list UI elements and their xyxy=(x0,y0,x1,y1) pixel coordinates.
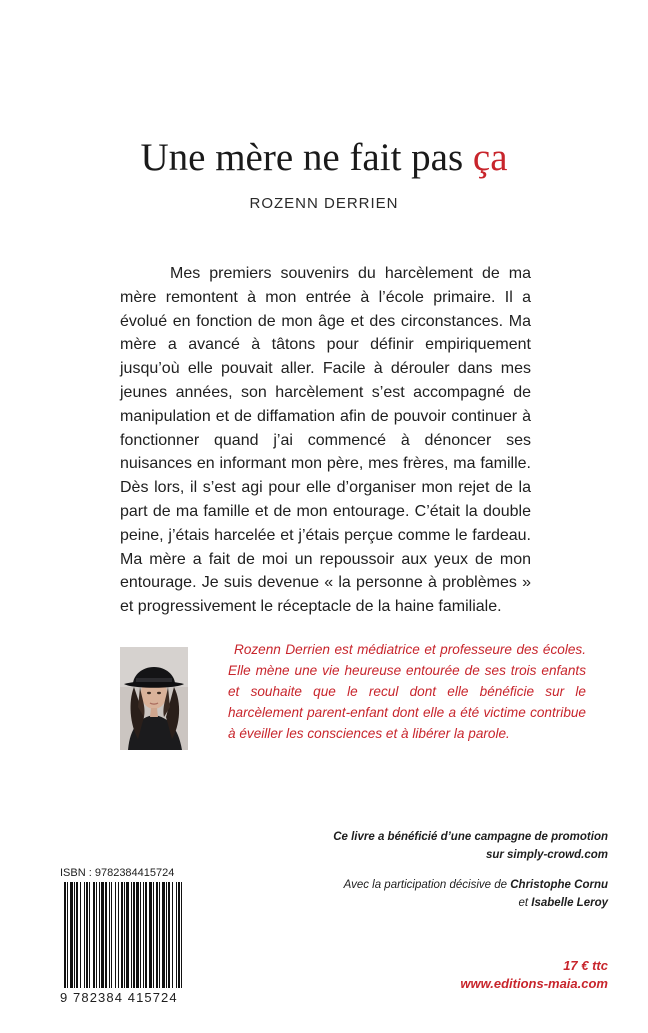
barcode-bar xyxy=(105,882,107,988)
barcode-bar xyxy=(136,882,139,988)
promo-name-1: Christophe Cornu xyxy=(510,879,608,891)
barcode-bar xyxy=(86,882,88,988)
isbn-label: ISBN : 9782384415724 xyxy=(60,867,175,879)
barcode-bar xyxy=(67,882,68,988)
barcode-bar xyxy=(70,882,73,988)
barcode-bars xyxy=(60,882,186,992)
barcode xyxy=(60,882,186,992)
promo-line-4 xyxy=(278,894,608,912)
barcode-bar xyxy=(156,882,158,988)
barcode-bar xyxy=(124,882,125,988)
barcode-bar xyxy=(64,882,66,988)
promo-line-1: Ce livre a bénéficié d’une campagne de promotion xyxy=(333,831,608,843)
barcode-bar xyxy=(181,882,182,988)
promotion-credits xyxy=(278,828,608,912)
barcode-bar xyxy=(111,882,112,988)
author-photo xyxy=(120,647,188,750)
author-name: ROZENN DERRIEN xyxy=(249,195,399,212)
barcode-bar xyxy=(166,882,167,988)
author-bio: Rozenn Derrien est médiatrice et professeure des écoles. Elle mène une vie heureuse entourée de ses trois enfants et souhaite que le recul dont elle bénéficie sur le harcèlement parent-enfant dont elle a été victime contribue à éveiller les consciences et à libérer la parole. xyxy=(228,642,586,741)
synopsis-text: Mes premiers souvenirs du harcèlement de ma mère remontent à mon entrée à l’école primaire. Il a évolué en fonction de mon âge et des circonstances. Ma mère a avancé à tâtons pour définir empiriquement jusqu’où elle pouvait aller. Facile à dérouler dans mes jeunes années, son harcèlement s’est accompagné de manipulation et de diffamation afin de pouvoir continuer à fonctionner quand j’ai commencé à dénoncer ses nuisances en informant mon père, mes frères, ma famille. Dès lors, il s’est agi pour elle d’organiser mon rejet de la part de ma famille et de mon entourage. C’était la double peine, j’étais harcelée et j’étais perçue comme le fardeau. Ma mère a fait de moi un repoussoir aux yeux de mon entourage. Je suis devenue « la personne à problèmes » et progressivement le réceptacle de la haine familiale. xyxy=(120,265,531,616)
barcode-bar xyxy=(145,882,147,988)
barcode-bar xyxy=(159,882,160,988)
barcode-bar xyxy=(99,882,100,988)
promo-spacer xyxy=(278,864,608,876)
barcode-bar xyxy=(74,882,75,988)
barcode-bar xyxy=(143,882,144,988)
barcode-bar xyxy=(76,882,78,988)
barcode-bar xyxy=(162,882,165,988)
publisher-website[interactable]: www.editions-maia.com xyxy=(460,976,608,991)
barcode-bar xyxy=(101,882,104,988)
barcode-bar xyxy=(168,882,170,988)
barcode-digits: 9 782384 415724 xyxy=(60,990,178,1005)
barcode-bar xyxy=(178,882,180,988)
promo-line-3-prefix: Avec la participation décisive de xyxy=(343,879,511,891)
promo-line-2: sur simply-crowd.com xyxy=(485,849,608,861)
barcode-bar xyxy=(131,882,132,988)
barcode-bar xyxy=(172,882,173,988)
barcode-bar xyxy=(126,882,129,988)
promo-line-3 xyxy=(278,876,608,894)
title-main: Une mère ne fait pas xyxy=(140,136,473,179)
title-accent: ça xyxy=(472,136,508,179)
barcode-bar xyxy=(153,882,154,988)
barcode-bar xyxy=(176,882,177,988)
book-title xyxy=(0,138,648,177)
barcode-bar xyxy=(121,882,123,988)
barcode-bar xyxy=(89,882,90,988)
promo-name-2: Isabelle Leroy xyxy=(531,897,608,909)
barcode-bar xyxy=(149,882,152,988)
barcode-bar xyxy=(133,882,135,988)
barcode-bar xyxy=(80,882,81,988)
price: 17 € ttc xyxy=(563,958,608,973)
barcode-bar xyxy=(93,882,95,988)
barcode-bar xyxy=(109,882,110,988)
barcode-bar xyxy=(84,882,85,988)
barcode-bar xyxy=(140,882,141,988)
promo-line-4-prefix: et xyxy=(518,897,532,909)
barcode-bar xyxy=(96,882,97,988)
barcode-bar xyxy=(115,882,116,988)
barcode-bar xyxy=(118,882,119,988)
